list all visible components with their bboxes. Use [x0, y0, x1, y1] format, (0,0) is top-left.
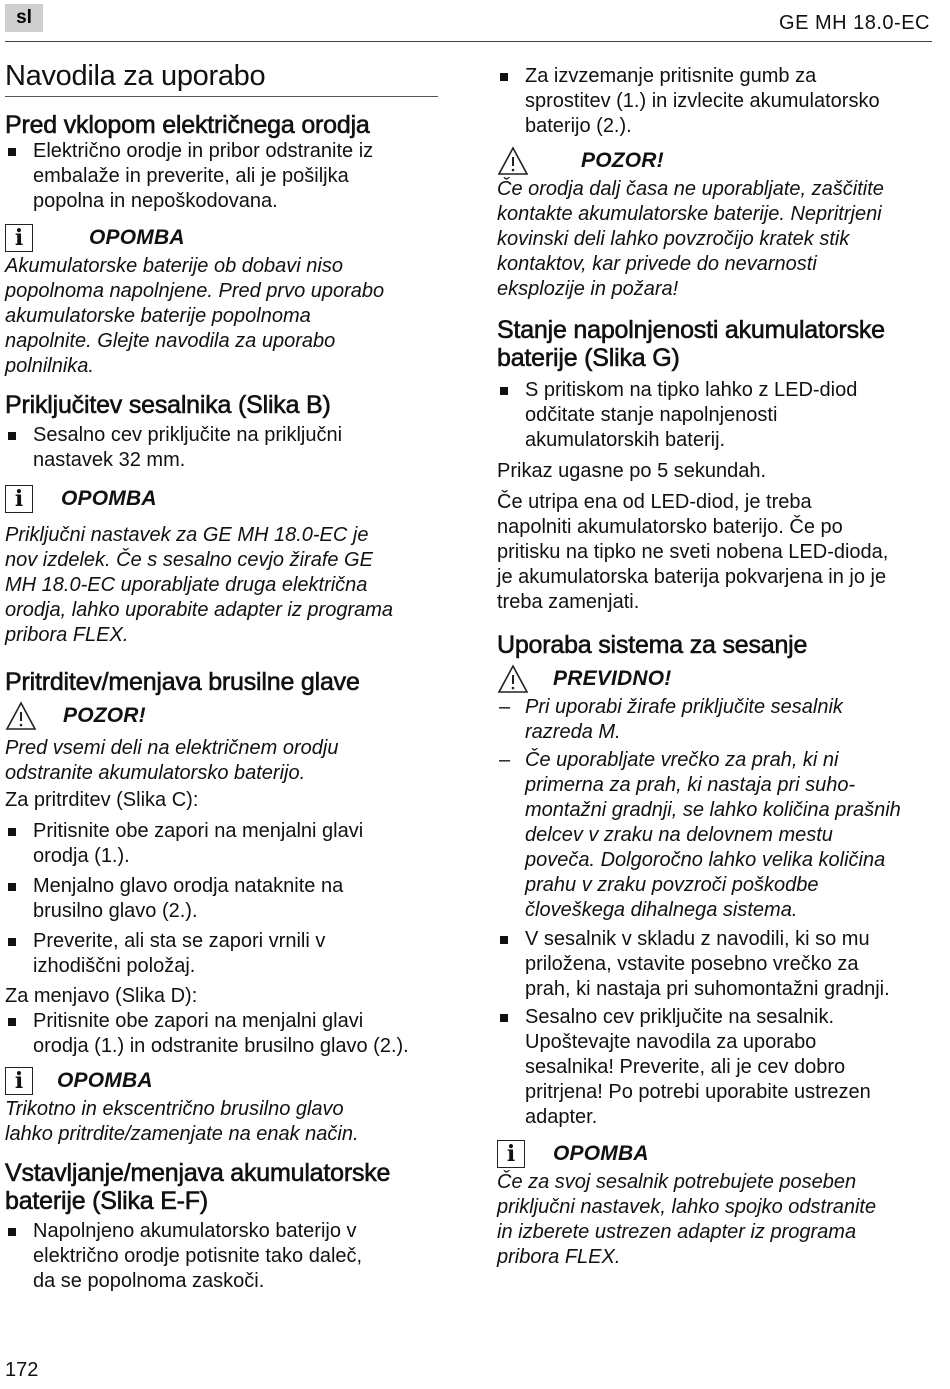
list-item: Menjalno glavo orodja nataknite na brusilno glavo (2.).: [5, 874, 445, 924]
square-bullet-icon: [8, 938, 16, 946]
square-bullet-icon: [8, 432, 16, 440]
square-bullet-icon: [8, 1018, 16, 1026]
bullet-list: [5, 819, 445, 979]
list-item: Sesalno cev priključite na priključni nastavek 32 mm.: [5, 423, 445, 473]
bullet-list: [497, 64, 937, 139]
bullet-list: [497, 378, 937, 453]
list-item: Za izvzemanje pritisnite gumb za sprostitev (1.) in izvlecite akumulatorsko baterijo (2.).: [497, 64, 937, 139]
dash-bullet: –: [499, 749, 511, 771]
warning-header: [497, 145, 937, 177]
intro-text: Za menjavo (Slika D):: [5, 985, 198, 1007]
square-bullet-icon: [8, 1228, 16, 1236]
note-header: [5, 222, 445, 254]
info-icon: i: [497, 1140, 525, 1168]
header-rule: [5, 41, 932, 42]
note-text: Če za svoj sesalnik potrebujete poseben priključni nastavek, lahko spojko odstranite in izberete ustrezen adapter iz programa pribora FLEX.: [497, 1171, 877, 1268]
list-item: [5, 139, 445, 214]
square-bullet-icon: [8, 828, 16, 836]
left-column: [5, 60, 445, 1294]
bullet-list: [5, 1009, 445, 1059]
section-heading: Stanje napolnjenosti akumulatorske baterije (Slika G): [497, 316, 885, 372]
note-text: Priključni nastavek za GE MH 18.0-EC je nov izdelek. Če s sesalno cevjo žirafe GE MH 18.0-EC uporabljate druga električna orodja, lahko uporabite adapter iz programa pribora FLEX.: [5, 524, 394, 646]
paragraph: Prikaz ugasne po 5 sekundah.: [497, 460, 767, 482]
dash-bullet: –: [499, 696, 511, 718]
section-heading: Pritrditev/menjava brusilne glave: [5, 668, 360, 696]
info-icon: i: [5, 224, 33, 252]
note-text: Akumulatorske baterije ob dobavi niso popolnoma napolnjene. Pred prvo uporabo akumulatorske baterije popolnoma napolnite. Glejte navodila za uporabo polnilnika.: [5, 255, 385, 377]
section-heading: Priključitev sesalnika (Slika B): [5, 391, 331, 419]
warning-label: POZOR!: [581, 149, 664, 172]
warning-text: Pred vsemi deli na električnem orodju odstranite akumulatorsko baterijo.: [5, 737, 339, 784]
info-icon: i: [5, 485, 33, 513]
note-label: OPOMBA: [57, 1069, 153, 1092]
note-label: OPOMBA: [89, 226, 185, 249]
list-item: V sesalnik v skladu z navodili, ki so mu priložena, vstavite posebno vrečko za prah, ki nastaja pri suhomontažni gradnji.: [497, 927, 937, 1002]
section-heading: Vstavljanje/menjava akumulatorske baterije (Slika E-F): [5, 1159, 391, 1215]
square-bullet-icon: [500, 387, 508, 395]
bullet-list: [5, 139, 445, 214]
square-bullet-icon: [500, 73, 508, 81]
list-item: Napolnjeno akumulatorsko baterijo v električno orodje potisnite tako daleč, da se popolnoma zaskoči.: [5, 1219, 445, 1294]
list-item: – Če uporabljate vrečko za prah, ki ni primerna za prah, ki nastaja pri suho- montažni gradnji, se lahko količina prašnih delcev v zraku na delovnem mestu poveča. Dolgoročno lahko velika količina prahu v zraku povzroči poškodbe človeškega dihalnega sistema.: [499, 749, 901, 921]
language-tab: sl: [5, 4, 43, 32]
warning-label: POZOR!: [63, 704, 146, 727]
warning-triangle-icon: [497, 664, 529, 694]
warning-text: Če orodja dalj časa ne uporabljate, zaščitite kontakte akumulatorske baterije. Nepritrjeni kovinski deli lahko povzročijo kratek stik kontaktov, kar privede do nevarnosti eksplozije in požara!: [497, 178, 884, 300]
model-name: GE MH 18.0-EC: [779, 12, 930, 34]
note-header: [5, 1065, 445, 1097]
list-item: Pritisnite obe zapori na menjalni glavi orodja (1.) in odstranite brusilno glavo (2.).: [5, 1009, 445, 1059]
bullet-list: [5, 1219, 445, 1294]
square-bullet-icon: [500, 1014, 508, 1022]
square-bullet-icon: [8, 883, 16, 891]
warning-header: [497, 663, 937, 695]
list-item: Pritisnite obe zapori na menjalni glavi orodja (1.).: [5, 819, 445, 869]
page-number: 172: [5, 1359, 39, 1381]
section-heading: Pred vklopom električnega orodja: [5, 111, 370, 139]
intro-text: Za pritrditev (Slika C):: [5, 789, 199, 811]
line: popolna in nepoškodovana.: [33, 190, 278, 212]
warning-header: [5, 700, 445, 732]
page-title: Navodila za uporabo: [5, 60, 438, 97]
list-item: Preverite, ali sta se zapori vrnili v izhodiščni položaj.: [5, 929, 445, 979]
line: embalaže in preverite, ali je pošiljka: [33, 165, 349, 187]
right-column: [497, 64, 937, 1270]
bullet-list: [5, 423, 445, 473]
bullet-list: [497, 927, 937, 1130]
list-item: S pritiskom na tipko lahko z LED-diod odčitate stanje napolnjenosti akumulatorskih baterij.: [497, 378, 937, 453]
square-bullet-icon: [500, 936, 508, 944]
dash-list: [497, 695, 937, 923]
warning-label: PREVIDNO!: [553, 667, 672, 690]
info-icon: i: [5, 1067, 33, 1095]
note-label: OPOMBA: [553, 1142, 649, 1165]
line: Električno orodje in pribor odstranite iz: [33, 140, 374, 162]
note-text: Trikotno in ekscentrično brusilno glavo lahko pritrdite/zamenjate na enak način.: [5, 1098, 359, 1145]
paragraph: Če utripa ena od LED-diod, je treba napolniti akumulatorsko baterijo. Če po pritisku na tipko ne sveti nobena LED-dioda, je akumulatorska baterija pokvarjena in jo je treba zamenjati.: [497, 491, 889, 613]
warning-triangle-icon: [5, 701, 37, 731]
list-item: – Pri uporabi žirafe priključite sesalnik razreda M.: [499, 696, 843, 743]
warning-triangle-icon: [497, 146, 529, 176]
section-heading: Uporaba sistema za sesanje: [497, 631, 808, 659]
note-label: OPOMBA: [61, 487, 157, 510]
square-bullet-icon: [8, 148, 16, 156]
note-header: [497, 1138, 937, 1170]
note-header: [5, 483, 445, 515]
list-item: Sesalno cev priključite na sesalnik. Upoštevajte navodila za uporabo sesalnika! Preverite, ali je cev dobro pritrjena! Po potrebi uporabite ustrezen adapter.: [497, 1005, 937, 1130]
